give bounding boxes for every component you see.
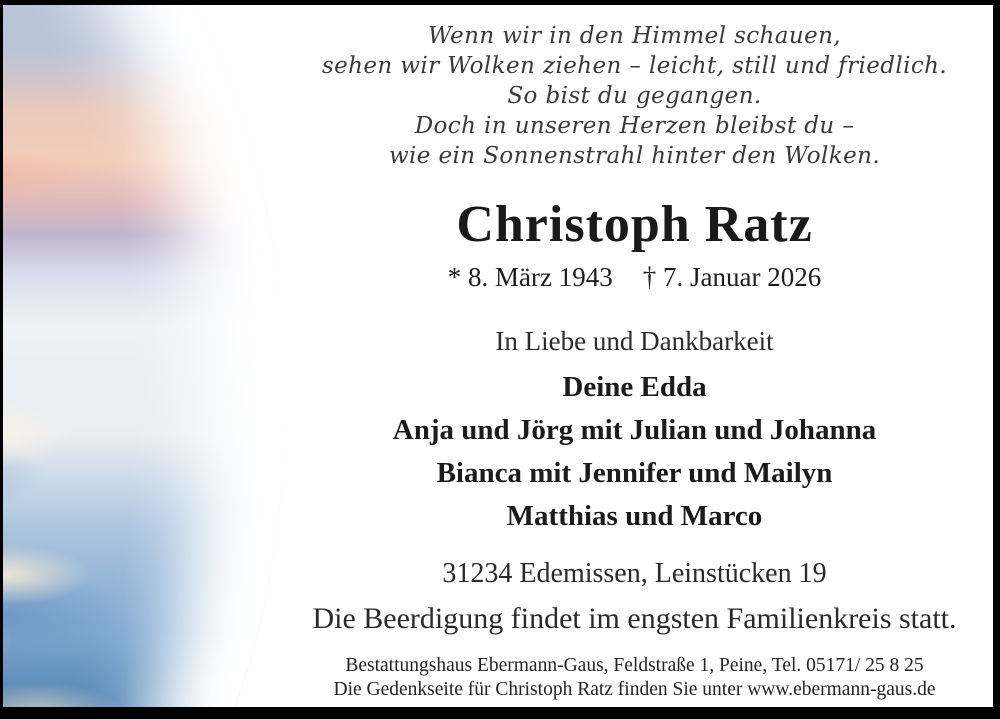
funeral-note: Die Beerdigung findet im engsten Familienkreis statt. [312,602,957,635]
mourner-line: Matthias und Marco [506,500,763,532]
residence-address: 31234 Edemissen, Leinstücken 19 [442,558,827,589]
poem-line: Wenn wir in den Himmel schauen, [427,23,842,49]
birth-date: * 8. März 1943 [447,262,613,292]
memorial-page-line: Die Gedenkseite für Christoph Ratz finden Sie unter www.ebermann-gaus.de [333,679,936,700]
death-date: † 7. Januar 2026 [642,262,822,292]
mourners-list [281,366,988,538]
mourner-line: Deine Edda [562,371,707,403]
mourner-line: Bianca mit Jennifer und Mailyn [436,457,833,489]
tribute-intro: In Liebe und Dankbarkeit [495,326,774,356]
funeral-home-footer [281,654,988,702]
deceased-name: Christoph Ratz [456,196,813,253]
poem-line: Doch in unseren Herzen bleibst du – [414,113,855,139]
poem-line: wie ein Sonnenstrahl hinter den Wolken. [388,143,881,169]
memorial-poem [281,21,988,171]
life-dates [281,261,988,293]
obituary-sheet [3,5,993,707]
obituary-text-column [281,5,988,702]
funeral-home-line: Bestattungshaus Ebermann-Gaus, Feldstraße 1, Peine, Tel. 05171/ 25 8 25 [345,655,924,676]
clouds-photo [3,5,285,707]
poem-line: sehen wir Wolken ziehen – leicht, still und friedlich. [321,53,948,79]
mourner-line: Anja und Jörg mit Julian und Johanna [392,414,877,446]
poem-line: So bist du gegangen. [507,83,762,109]
